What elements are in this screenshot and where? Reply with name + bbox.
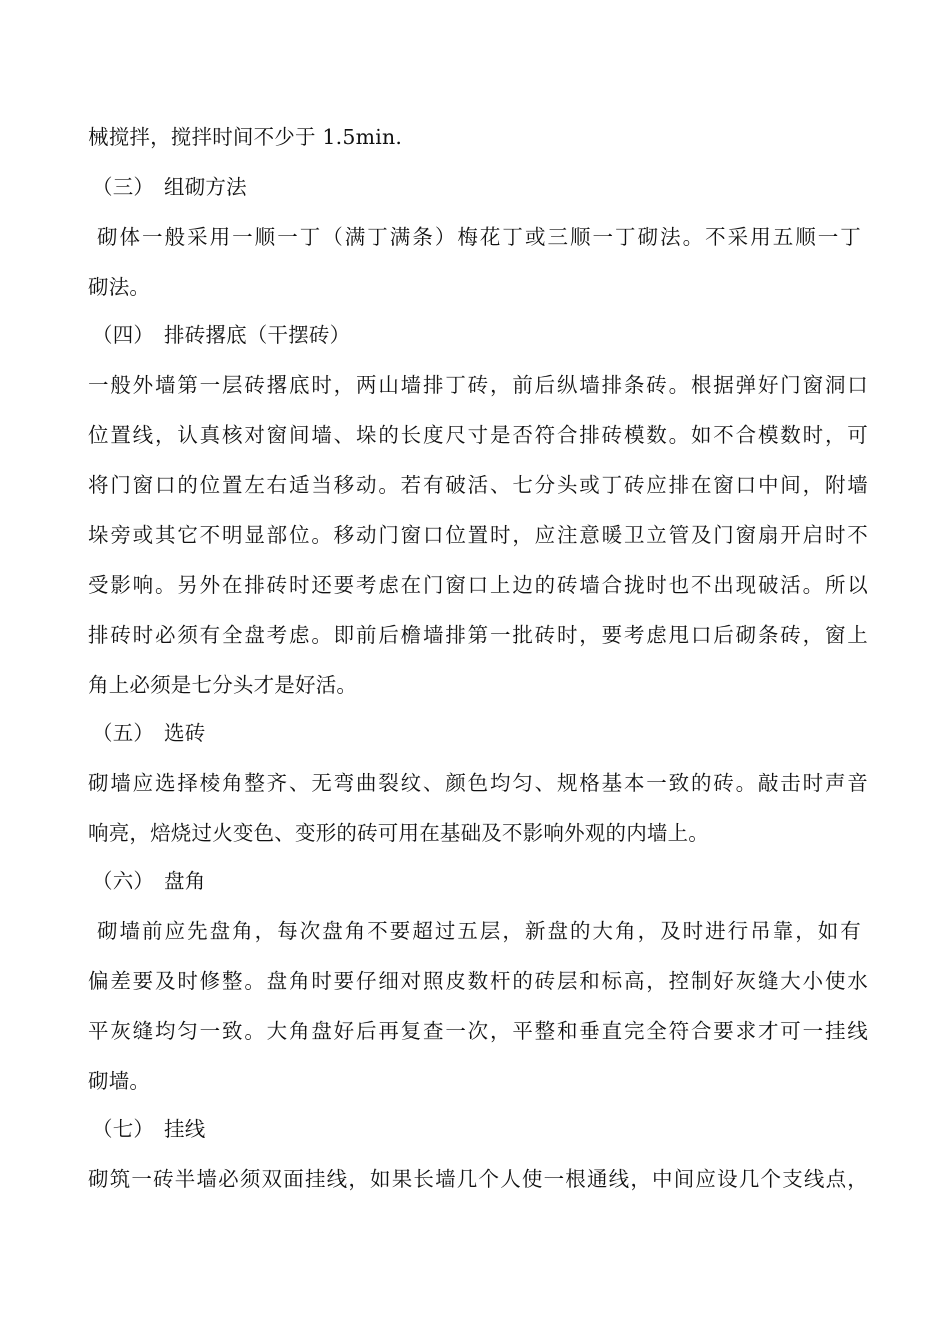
section-heading-4 (92, 320, 872, 350)
section-number: （三） (92, 175, 155, 199)
section-number: （七） (92, 1117, 155, 1141)
paragraph-line: 受影响。另外在排砖时还要考虑在门窗口上边的砖墙合拢时也不出现破活。所以 (88, 573, 868, 597)
section-heading-7 (92, 1114, 872, 1144)
section-title: 挂线 (164, 1117, 206, 1141)
paragraph-line: 位置线，认真核对窗间墙、垛的长度尺寸是否符合排砖模数。如不合模数时，可 (88, 423, 868, 447)
section-heading-3 (92, 172, 872, 202)
paragraph-line: 砌墙前应先盘角，每次盘角不要超过五层，新盘的大角，及时进行吊靠，如有 (97, 919, 861, 943)
paragraph-line: 角上必须是七分头才是好活。 (88, 673, 358, 697)
paragraph-line: 砌体一般采用一顺一丁（满丁满条）梅花丁或三顺一丁砌法。不采用五顺一丁 (97, 225, 861, 249)
paragraph-line: 将门窗口的位置左右适当移动。若有破活、七分头或丁砖应排在窗口中间，附墙 (88, 473, 868, 497)
paragraph-line: 砌墙应选择棱角整齐、无弯曲裂纹、颜色均匀、规格基本一致的砖。敲击时声音 (88, 771, 868, 795)
section-title: 排砖撂底（干摆砖） (164, 323, 351, 347)
paragraph-line: 平灰缝均匀一致。大角盘好后再复查一次，平整和垂直完全符合要求才可一挂线 (88, 1019, 868, 1043)
section-number: （五） (92, 721, 155, 745)
paragraph-line: 排砖时必须有全盘考虑。即前后檐墙排第一批砖时，要考虑甩口后砌条砖，窗上 (88, 623, 868, 647)
section-title: 组砌方法 (164, 175, 247, 199)
paragraph-line: 一般外墙第一层砖撂底时，两山墙排丁砖，前后纵墙排条砖。根据弹好门窗洞口 (88, 373, 868, 397)
paragraph-line: 砌筑一砖半墙必须双面挂线，如果长墙几个人使一根通线，中间应设几个支线点， (88, 1167, 868, 1191)
paragraph-line: 偏差要及时修整。盘角时要仔细对照皮数杆的砖层和标高，控制好灰缝大小使水 (88, 969, 868, 993)
section-title: 选砖 (164, 721, 206, 745)
paragraph-line: 砌法。 (88, 275, 151, 299)
section-heading-5 (92, 718, 872, 748)
section-number: （六） (92, 869, 155, 893)
paragraph-line: 响亮，焙烧过火变色、变形的砖可用在基础及不影响外观的内墙上。 (88, 821, 709, 845)
section-heading-6 (92, 866, 872, 896)
section-title: 盘角 (164, 869, 206, 893)
paragraph-line: 砌墙。 (88, 1069, 151, 1093)
paragraph-line: 垛旁或其它不明显部位。移动门窗口位置时，应注意暖卫立管及门窗扇开启时不 (88, 523, 868, 547)
paragraph-line: 械搅拌，搅拌时间不少于 1.5min. (88, 125, 403, 149)
section-number: （四） (92, 323, 155, 347)
